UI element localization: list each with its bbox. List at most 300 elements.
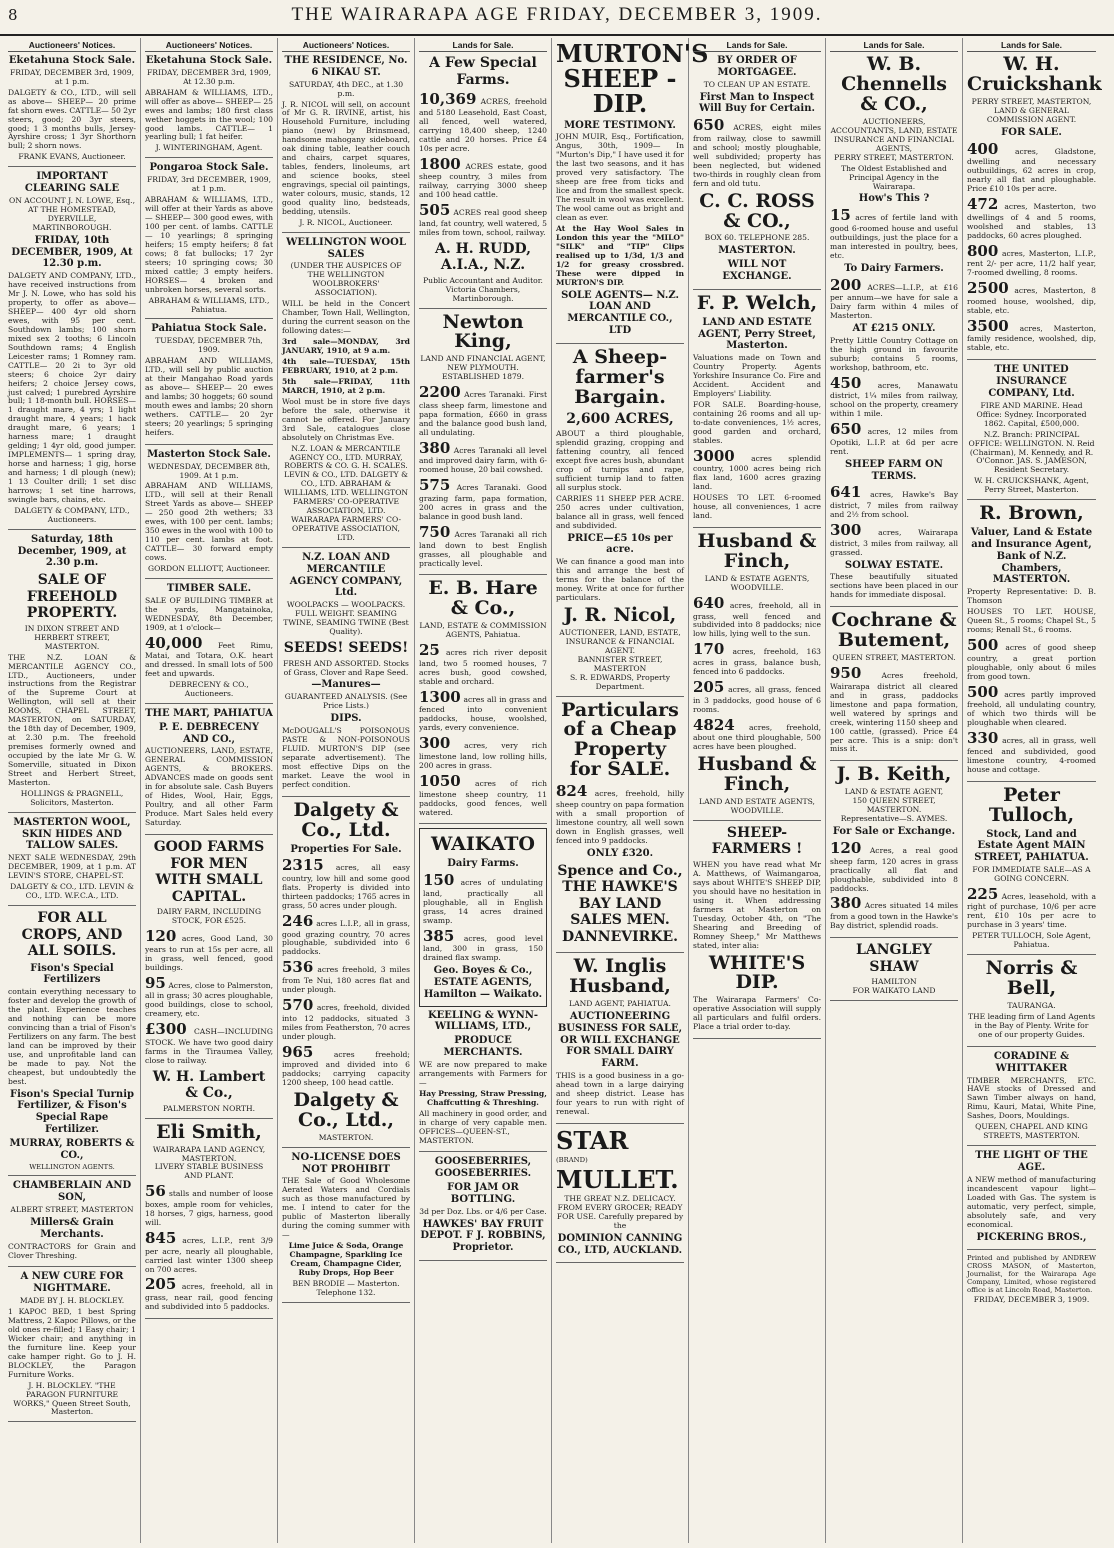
ad-date: 3rd sale—MONDAY, 3rd JANUARY, 1910, at 9 a.m. xyxy=(282,337,410,356)
ad-figure: £300 xyxy=(145,1020,187,1039)
ad-subtitle: P. E. DEBRECENY AND CO., xyxy=(159,721,259,745)
ad-title: MURTON'S SHEEP - DIP. xyxy=(556,39,709,119)
ad-body: JOHN MUIR, Esq., Fortification, Angus, 30th, 1909— In "Murton's Dip," I have used it for the last two seasons, and it has proved very satisfactory. The sheep are free from ticks and lice and from the smallest speck. The result in wool was excellent. The wool came out as bright and clean as ever. xyxy=(556,132,684,222)
ad-title: Particulars of a Cheap Property for SALE. xyxy=(561,698,679,781)
ad-figure: 472 xyxy=(967,195,999,214)
ad-body: acres all in grass and fenced into convenient paddocks, house, woolshed, yards, every convenience. xyxy=(419,694,547,733)
ad-jb-keith xyxy=(830,765,958,938)
ad-cheap-property xyxy=(556,698,684,954)
ad-body: acres, 12 miles from Opotiki, L.I.P. at 6d per acre rent. xyxy=(830,427,958,456)
ad-signature: Geo. Boyes & Co., ESTATE AGENTS, Hamilton — Waikato. xyxy=(423,965,543,1000)
ad-title: WAIKATO xyxy=(431,833,535,856)
ad-gooseberries xyxy=(419,1156,547,1261)
ad-body: HOUSES TO LET. 6-roomed house, all conveniences, 1 acre land. xyxy=(693,493,821,521)
ad-title: FOR ALL CROPS, AND ALL SOILS. xyxy=(21,909,123,960)
ad-body: ABRAHAM AND WILLIAMS, LTD., will sell by public auction at their Mangahao Road yards as above— SHEEP— 20 ewes and lambs; 30 hoggets; 60 sound mouth ewes and lambs; 20 shorn wethers. CATTLE— 20 2yr steers; 20 yearlings; 5 springing heifers. xyxy=(145,356,273,437)
ad-figure: 300 xyxy=(419,734,451,753)
ad-signature: DALGETY & CO., LTD. LEVIN & CO., LTD. W.F.C.A., LTD. xyxy=(10,882,134,901)
ad-title: Eketahuna Stock Sale. xyxy=(8,55,136,67)
ad-signature: PETER TULLOCH, Sole Agent, Pahiatua. xyxy=(972,931,1091,950)
ad-subtitle: Properties For Sale. xyxy=(290,843,402,855)
ad-title: SHEEP-FARMERS ! xyxy=(711,824,803,858)
ad-no-license xyxy=(282,1152,410,1303)
ad-title: THE UNITED INSURANCE COMPANY, Ltd. xyxy=(988,364,1075,399)
ad-subtitle: First Man to Inspect Will Buy for Certain. xyxy=(699,91,815,115)
ad-body: acres L.I.P., all in grass, good grazing country, 70 acres ploughable, subdivided into 6 paddocks. xyxy=(282,918,410,957)
ad-signature: J. WINTERINGHAM, Agent. xyxy=(155,143,263,153)
ad-figure: 536 xyxy=(282,958,314,977)
section-header: Auctioneers' Notices. xyxy=(282,40,410,52)
ad-body: ACRES real good sheep land, fat country, well watered, 5 miles from town, school, railway. xyxy=(419,208,547,237)
ad-signature: DEBRECENY & CO., Auctioneers. xyxy=(169,680,249,699)
ad-coradine-whittaker xyxy=(967,1051,1096,1146)
ad-pahiatua-stock-sale xyxy=(145,323,273,444)
ad-subtitle: LAND & ESTATE AGENTS, WOODVILLE. xyxy=(704,573,810,592)
ad-body: DALGETY AND COMPANY, LTD., have received instructions from Mr J. N. Lowe, who has sold his property, to offer as above— SHEEP— 400 4yr old shorn ewes, with 95 per cent. Southdown lambs; 100 shorn mixed sex 2 tooths; 6 Lincoln Southdown rams; 4 English Leicester rams; 1 Romney ram. CATTLE— 20 2i to 3yr old steers; 6 choice 2yr dairy heifers; 2 choice Jersey cows, just calved; 1 purebred Ayrshire bull; 1 18-month bull. HORSES— 1 draught mare, 4 yrs; 1 light draught mare, 4 years; 1 hack draught mare, 6 years; 1 harness mare; 1 draught gelding; 1 4yr old, good jumper. IMPLEMENTS— 1 spring dray, horse and harness; 1 gig, horse and harness; 1 dl plough (new); 1 13 Coulter drill; 1 set disc harrows; 1 set tine harrows, swingle bars, chains, etc. xyxy=(8,271,136,504)
ad-subtitle: MORE TESTIMONY. xyxy=(564,119,676,131)
ad-eb-hare xyxy=(419,579,547,824)
ad-body: These beautifully situated sections have been placed in our hands for immediate disposal. xyxy=(830,572,958,600)
ad-title: BY ORDER OF MORTGAGEE. xyxy=(717,55,797,78)
ad-body: Acres Taranaki all rich land down to best English grasses, all ploughable and practically level. xyxy=(419,529,547,568)
ad-subtitle: How's This ? xyxy=(858,193,930,205)
ad-sheep-farmers-bargain xyxy=(556,345,684,697)
section-header: Auctioneers' Notices. xyxy=(8,40,136,52)
ad-body: acres, Masterton, 8 roomed house, woolshed, dip, stable, etc. xyxy=(967,286,1096,315)
imprint-date: FRIDAY, DECEMBER 3, 1909. xyxy=(973,1295,1090,1305)
ad-body: acres, freehold, all in grass, well fenced and subdivided into 8 paddocks; nice low hills, lying well to the sun. xyxy=(693,600,821,639)
ad-body: Acres, a real good sheep farm, 120 acres in grass practically all flat and ploughable, subdivided into 8 paddocks. xyxy=(830,845,958,893)
ad-langley-shaw xyxy=(830,942,958,1001)
ad-wool-sales xyxy=(8,817,136,906)
ad-subtitle: ACCOUNTANTS, LAND, ESTATE INSURANCE AND FINANCIAL AGENTS, xyxy=(830,125,958,153)
ad-nz-loan xyxy=(282,552,410,797)
ad-body: HOUSES TO LET. HOUSE, Queen St., 5 rooms; Chapel St., 5 rooms; Renall St., 6 rooms. xyxy=(967,607,1096,635)
ad-figure: 205 xyxy=(693,677,725,696)
ad-figure: 1800 xyxy=(419,154,461,173)
ad-body: WHEN you have read what Mr A. Matthews, of Waimangaroa, says about WHITE'S SHEEP DIP, you should have no hesitation in using it. When addressing farmers at Masterton on Tuesday, October 4th, on "The Shearing and Breeding of Romney Sheep," Mr Matthews stated, inter alia: xyxy=(693,859,821,950)
ad-figure: 246 xyxy=(282,911,314,930)
ad-body: J. R. NICOL will sell, on account of Mr G. R. IRVINE, artist, his Household Furniture, including piano (new) by Brinsmead, handsome mahogany sideboard, oak dining table, leather couch and chairs, carpet squares, tables, fenders, linoleums, art and science books, steel engravings, special oil paintings, water colours, music, stands, 12 good quality lino, bedsteads, bedding, utensils. xyxy=(282,99,410,216)
ad-signature: MURRAY, ROBERTS & CO., xyxy=(9,1137,135,1161)
ad-light-of-the-age xyxy=(967,1150,1096,1250)
ad-body: contain everything necessary to foster and develop the growth of the plant. Experience teaches and nothing can be more convincing than a trial of Fison's Fertilizers on any farm. The best land can be improved by their use, and unprofitable land can be made to pay. Not the cheapest, but undoubtedly the best. xyxy=(8,987,136,1086)
imprint-text: Printed and published by ANDREW CROSS MASON, of Masterton, Journalist, for the Wairarapa Age Company, Limited, whose registered office is at Lincoln Road, Masterton. xyxy=(967,1254,1096,1295)
ad-body: A NEW method of manufacturing incandescent vapour light—Loaded with Gas. The system is automatic, very perfect, simple, absolutely safe, and very economical. xyxy=(967,1174,1096,1229)
masthead xyxy=(0,0,1114,36)
ad-signature-sub: Public Accountant and Auditor. Victoria Chambers, Martinborough. xyxy=(423,275,543,303)
ad-subtitle: WAIRARAPA LAND AGENCY, MASTERTON. xyxy=(152,1144,266,1163)
ad-body: TIMBER MERCHANTS, ETC. HAVE stocks of Dressed and Sawn Timber always on hand, Rimu, Kauri, Matai, White Pine, Sashes, Doors, Mouldings. xyxy=(967,1075,1096,1121)
ad-body: acres, freehold, 163 acres in grass, balance bush, fenced into 6 paddocks. xyxy=(693,647,821,677)
ad-fp-welch xyxy=(693,291,821,528)
ad-body: Valuations made on Town and Country Property. Agents Yorkshire Insurance Co. Fire and Accident. Accident and Employers' Liability. xyxy=(693,353,821,398)
ad-title: Pahiatua Stock Sale. xyxy=(151,323,267,335)
ad-figure: 2200 xyxy=(419,383,461,402)
ad-body: Feet Rimu, Matai, and Totara, O.K. heart and dressed. In small lots of 500 feet and upwards. xyxy=(145,640,273,679)
ad-figure: 2315 xyxy=(282,856,324,875)
ad-note: WILL NOT EXCHANGE. xyxy=(722,259,792,282)
ad-subtitle: —Manures— xyxy=(311,679,381,691)
ad-body: acres, Good Land, 30 years to run at 15s per acre, all in grass, well fenced, good buildings. xyxy=(145,934,273,972)
column-2 xyxy=(141,38,278,1543)
page-number: 8 xyxy=(8,6,18,24)
ad-body: ABOUT a third ploughable, splendid grazing, cropping and fattening country, all fenced except five acres bush, abundant crop of turnips and rape, sufficient turnip land to fatten all surplus stock. xyxy=(556,429,684,492)
ad-title: THE RESIDENCE, No. 6 NIKAU ST. xyxy=(284,55,408,78)
ad-subtitle: LAND, ESTATE & COMMISSION AGENTS, Pahiatua. xyxy=(419,621,547,640)
ad-figure: 641 xyxy=(830,483,862,502)
ad-mortgagee-sale xyxy=(693,55,821,290)
ad-body: acres, freehold, divided into 12 paddocks, situated 3 miles from Featherston, 70 acres under plough. xyxy=(282,1002,410,1041)
ad-figure: 56 xyxy=(145,1182,166,1201)
ad-subtitle: FOR JAM OR BOTTLING. xyxy=(447,1182,519,1205)
ad-figure: 15 xyxy=(830,206,851,225)
ad-subtitle: LAND AGENT, PAHIATUA. xyxy=(569,998,671,1008)
ad-body: Pretty Little Country Cottage on the high ground in favourite suburb; contains 5 rooms, workshop, bathroom, etc. xyxy=(830,335,958,372)
ad-title: F. P. Welch, xyxy=(696,291,818,314)
section-header: Lands for Sale. xyxy=(830,40,958,52)
ad-subtitle: AUCTIONEERING BUSINESS FOR SALE, OR WILL EXCHANGE FOR SMALL DAIRY FARM. xyxy=(557,1010,683,1070)
ad-figure: 2,600 ACRES, xyxy=(566,410,674,427)
ad-figure: 500 xyxy=(967,682,999,701)
ad-figure: 380 xyxy=(830,894,862,913)
ad-date: WEDNESDAY, DECEMBER 8th, 1909. At 1 p.m. xyxy=(147,461,271,480)
ad-body: WE are now prepared to make arrangements with Farmers for— xyxy=(419,1059,547,1087)
ad-subtitle: Fison's Special Turnip Fertilizer, & Fison's Special Rape Fertilizer. xyxy=(10,1088,134,1135)
ad-body: At the Hay Wool Sales in London this year the "MILO" "SILK" and "TIP" Clips realised up to 1/3d, 1/3 and 1/2 for greasy crossbred. These were dipped in MURTON'S DIP. xyxy=(556,223,684,287)
ad-signature-sub: MASTERTON. xyxy=(318,1132,374,1142)
ad-figure: 965 xyxy=(282,1042,314,1061)
ad-signature: GORDON ELLIOTT, Auctioneer. xyxy=(148,564,270,574)
ad-body: acres, Hawke's Bay district, 7 miles from railway and 2½ from school. xyxy=(830,490,958,520)
ad-body: THE GREAT N.Z. DELICACY. FROM EVERY GROCER; READY FOR USE. Carefully prepared by the xyxy=(556,1194,684,1230)
ad-title: Eketahuna Stock Sale. xyxy=(145,55,273,67)
ad-body: Acres, close to Palmerston, all in grass; 30 acres ploughable, good buildings, close to school, creamery, etc. xyxy=(145,980,273,1019)
ad-signature: Spence and Co., THE HAWKE'S BAY LAND SALES MEN. DANNEVIRKE. xyxy=(557,862,683,945)
ad-figure: 3500 xyxy=(967,316,1009,335)
ad-figure: 640 xyxy=(693,593,725,612)
ad-body: Acres Taranaki. Good grazing farm, papa formation, 200 acres in grass and the balance in good bush land. xyxy=(419,483,547,521)
ad-title: Newton King, xyxy=(442,310,524,353)
ad-body: acres, freehold, about one third ploughable, 500 acres have been ploughed. xyxy=(693,722,821,752)
ad-waikato xyxy=(419,828,547,1006)
ad-figure: 650 xyxy=(830,420,862,439)
ad-body: acres, Masterton, family residence, woolshed, dip, stable, etc. xyxy=(967,323,1096,353)
ad-figure: 570 xyxy=(282,995,314,1014)
ad-date: TUESDAY, DECEMBER 7th, 1909. xyxy=(155,336,263,355)
ad-title: R. Brown, xyxy=(979,502,1084,525)
ad-body: FOR SALE. Boarding-house, containing 26 rooms and all up-to-date conveniences, 1½ acres, good garden and orchard, stables. xyxy=(693,399,821,445)
ad-signature: PICKERING BROS., xyxy=(976,1231,1087,1243)
ad-body: FOR IMMEDIATE SALE—AS A GOING CONCERN. xyxy=(972,864,1091,883)
ad-body: acres, Manawatu district, 1¼ miles from railway, school on the property, creamery within 1 mile. xyxy=(830,380,958,419)
ad-body: acres, freehold, all in grass, near rail, good fencing and subdivided into 5 paddocks. xyxy=(145,1282,273,1312)
ad-cruickshank xyxy=(967,53,1102,360)
ad-body: Property Representative: D. B. Thomson xyxy=(967,587,1096,606)
ad-title: KEELING & WYNN-WILLIAMS, LTD., xyxy=(427,1009,539,1033)
ad-signature: SOLE AGENTS— N.Z. LOAN AND MERCANTILE CO., LTD xyxy=(561,289,679,336)
ad-subtitle: FOR SALE. xyxy=(1001,126,1062,138)
ad-title-2: MULLET. xyxy=(556,1164,679,1194)
ad-body: acres, Masterton, L.I.P., rent 2/- per acre, 11/2 half year, 7-roomed dwelling, 8 rooms. xyxy=(967,248,1096,278)
ad-body: McDOUGALL'S POISONOUS PASTE & NON-POISONOUS FLUID. MURTON'S DIP (see separate advertisement). The most effective Dips on the market. Leave the wool in perfect condition. xyxy=(282,725,410,789)
ad-body: NEXT SALE WEDNESDAY, 29th DECEMBER, 1909, at 1 p.m. AT LEVIN'S STORE, CHAPEL-ST. xyxy=(8,853,136,881)
ad-title: Pongaroa Stock Sale. xyxy=(149,162,269,174)
ad-title: GOOD FARMS FOR MEN WITH SMALL CAPITAL. xyxy=(153,839,265,905)
ad-body: acres, Wairarapa district, 3 miles from railway, all grassed. xyxy=(830,528,958,557)
ad-note: Representative—S. AYMES. xyxy=(840,814,948,824)
ad-body: acres of undulating land, practically all ploughable, all in English grass, 14 acres drained swamp. xyxy=(423,878,543,925)
ad-signature: W. H. CRUICKSHANK, Agent, Perry Street, Masterton. xyxy=(974,476,1089,495)
ad-figure: 450 xyxy=(830,373,862,392)
ad-title: Eli Smith, xyxy=(156,1120,262,1143)
ad-title: TIMBER SALE. xyxy=(166,583,252,594)
ad-subtitle: HAMILTON xyxy=(871,977,917,987)
column-8 xyxy=(963,38,1100,1543)
ad-subtitle: PERRY STREET, MASTERTON, LAND & GENERAL COMMISSION AGENT. xyxy=(971,96,1092,124)
ad-signature: ABRAHAM & WILLIAMS, LTD., Pahiatua. xyxy=(148,295,270,314)
ad-body: Acres, leasehold, with a right of purchase, 10/6 per acre rent, £10 10s per acre to purchase in 3 years' time. xyxy=(967,891,1096,930)
ad-figure: 150 xyxy=(423,871,455,890)
ad-date: 4th sale—TUESDAY, 15th FEBRUARY, 1910, at 2 p.m. xyxy=(282,356,410,375)
ad-eketahuna-stock-sale xyxy=(8,55,136,167)
ad-figure: 205 xyxy=(145,1275,177,1294)
ad-signature-sub: S. R. EDWARDS, Property Department. xyxy=(569,672,671,691)
ad-address: 150 QUEEN STREET, MASTERTON. xyxy=(852,796,936,815)
ad-figure: 800 xyxy=(967,241,999,260)
ad-figure: 385 xyxy=(423,926,455,945)
ad-figure: 380 xyxy=(419,438,451,457)
ad-body: acres, Gladstone, dwelling and necessary outbuildings, 62 acres in crop, nearly all flat and ploughable. Price £10 10s per acre. xyxy=(967,146,1096,194)
ad-address: QUEEN STREET, MASTERTON. xyxy=(832,653,956,663)
ad-body: Acres situated 14 miles from a good town in the Hawke's Bay district, splendid roads. xyxy=(830,901,958,931)
ad-body: AUCTIONEERS, LAND, ESTATE, GENERAL COMMISSION AGENTS, & BROKERS. ADVANCES made on goods sent in for absolute sale. Cash Buyers of Hides, Wool, Hair, Eggs, Poultry, and all other Farm Produce. Mart Sales held every Saturday. xyxy=(145,746,273,828)
ad-figure: 950 xyxy=(830,664,862,683)
ad-figure: 225 xyxy=(967,884,999,903)
ad-subtitle: AUCTIONEERS, xyxy=(862,116,926,126)
ad-title: NO-LICENSE DOES NOT PROHIBIT xyxy=(291,1151,401,1175)
ad-signature: J. R. NICOL, Auctioneer. xyxy=(299,217,393,227)
ad-items: Hay Pressing, Straw Pressing, Chaffcutting & Threshing. xyxy=(419,1088,547,1107)
ad-price: PRICE—£5 10s per acre. xyxy=(567,532,673,556)
column-7 xyxy=(826,38,963,1543)
ad-body: acres of good sheep country, a great portion ploughable, only about 6 miles from good town. xyxy=(967,642,1096,681)
ad-subtitle: Millers& Grain Merchants. xyxy=(30,1216,114,1240)
ad-body: THE N.Z. LOAN & MERCANTILE AGENCY CO., LTD., Auctioneers, under instructions from the Registrar of the Supreme Court at Wellington, will sell at their ROOMS, CHAPEL STREET, MASTERTON, on SATURDAY, the 18th day of December, 1909, at 2.30 p.m. The freehold premises formerly owned and occupied by the late Mr G. W. Somerville, situated in Dixon Street and Herbert Street, Masterton. xyxy=(8,652,136,787)
ad-cochrane-butement xyxy=(830,611,958,761)
ad-chamberlain xyxy=(8,1180,136,1267)
ad-address: QUEEN, CHAPEL AND KING STREETS, MASTERTON. xyxy=(975,1122,1088,1141)
ad-title: SALE OF FREEHOLD PROPERTY. xyxy=(26,572,118,622)
ad-subtitle: MADE BY J. H. BLOCKLEY. xyxy=(19,1296,125,1306)
ad-figure: 300 xyxy=(830,521,862,540)
ad-price: ONLY £320. xyxy=(586,847,654,859)
ad-subtitle: FIRE AND MARINE. Head Office: Sydney. Incorporated 1862. Capital, £500,000. xyxy=(976,400,1087,428)
ad-body: WILL be held in the Concert Chamber, Town Hall, Wellington, during the current season on the following dates:— xyxy=(282,299,410,336)
ad-peter-tulloch xyxy=(967,783,1096,956)
ad-signature: FRANK EVANS, Auctioneer. xyxy=(18,152,126,162)
ad-title: W. Inglis Husband, xyxy=(569,955,671,998)
ad-title: Dalgety & Co., Ltd. xyxy=(293,798,399,841)
ad-body: CONTRACTORS for Grain and Clover Threshing. xyxy=(8,1241,136,1260)
ad-body: Wool must be in store five days before the sale, otherwise it cannot be offered. For January 3rd Sale, catalogues close absolutely on Christmas Eve. xyxy=(282,396,410,442)
ad-body: THE Sale of Good Wholesome Aerated Waters and Cordials such as those manufactured by me. I intend to cater for the public of Masterton liberally during the coming summer with— xyxy=(282,1176,410,1240)
ad-figure: 330 xyxy=(967,729,999,748)
ad-body: acres, all in grass, well fenced and subdivided, good limestone country, 4-roomed house and cottage. xyxy=(967,736,1097,774)
ad-signature: J. H. BLOCKLEY. "THE PARAGON FURNITURE WORKS," Queen Street South, Masterton. xyxy=(13,1380,131,1417)
ad-figure: 170 xyxy=(693,640,725,659)
ad-body: FRESH AND ASSORTED. Stocks of Grass, Clover and Rape Seed. xyxy=(283,658,409,677)
section-header: Auctioneers' Notices. xyxy=(145,40,273,52)
ad-eketahuna-stock-sale-2 xyxy=(145,55,273,158)
ad-body: CASH—INCLUDING STOCK. We have two good dairy farms in the Tiraumea Valley, close to railway. xyxy=(145,1027,273,1065)
ad-good-farms xyxy=(145,839,273,1119)
ad-figure: 120 xyxy=(145,927,177,945)
ad-figure: 3000 xyxy=(693,446,735,465)
ad-figure: 505 xyxy=(419,201,451,220)
ad-figure: 845 xyxy=(145,1228,177,1247)
ad-signature: HAWKES' BAY FRUIT DEPOT. F J. ROBBINS, Proprietor. xyxy=(420,1218,546,1254)
ad-title: IMPORTANT CLEARING SALE xyxy=(24,171,120,195)
ad-title: A NEW CURE FOR NIGHTMARE. xyxy=(20,1271,124,1295)
ad-signature: C. C. ROSS & CO., xyxy=(699,189,815,232)
ad-body: Acres freehold, Wairarapa district all cleared and in grass, paddocks limestone and papa formation, well watered by springs and creek, wintering 1150 sheep and 100 cattle, (grassed). Price £4 per acre. This is a snip: don't miss it. xyxy=(830,671,958,754)
ad-signature-sub: PALMERSTON NORTH. xyxy=(162,1103,256,1113)
ad-dalgety-properties xyxy=(282,798,411,1148)
ad-figure: 824 xyxy=(556,782,588,801)
ad-body: Acres Taranaki. First class sheep farm, limestone and papa formation, £660 in grass and the balance good bush land, all undulating. xyxy=(419,390,547,437)
ad-subtitle: SHEEP FARM ON TERMS. xyxy=(845,458,943,482)
ad-title: GOOSEBERRIES, GOOSEBERRIES. xyxy=(434,1156,532,1180)
ad-body: acres splendid country, 1000 acres being rich flax land, 1600 acres grazing land. xyxy=(693,453,821,492)
ad-body: ACRES estate, good sheep country, 3 miles from railway, carrying 3000 sheep and 100 head cattle. xyxy=(419,161,547,200)
ad-residence-sale xyxy=(282,55,410,233)
ad-title: CORADINE & WHITTAKER xyxy=(993,1050,1070,1074)
ad-signature: W. H. Lambert & Co., xyxy=(152,1068,266,1102)
ad-body: FOR WAIKATO LAND xyxy=(852,986,936,996)
ad-body: The Wairarapa Farmers' Co-operative Association will supply all particulars and fulfil orders. Place a trial order to-day. xyxy=(693,995,821,1032)
ad-subtitle: LAND & ESTATE AGENT, xyxy=(844,787,944,797)
ad-signature: N.Z. LOAN & MERCANTILE AGENCY CO., LTD. MURRAY, ROBERTS & CO. G. H. SCALES. LEVIN & CO., LTD. DALGETY & CO., LTD. ABRAHAM & WILLIAMS, LTD. WELLINGTON FARMERS' CO-OPERATIVE ASSOCIATION, LTD. WAIRARAPA FARMERS' CO-OPERATIVE ASSOCIATION, LTD. xyxy=(283,443,409,543)
ad-inglis-husband xyxy=(556,957,684,1124)
ad-body: acres of fertile land with good 6-roomed house and useful outbuildings, just the place for a man interested in poultry, bees, etc. xyxy=(830,213,958,260)
ad-figure: 2500 xyxy=(967,279,1009,298)
ad-body: acres, very rich limestone land, low rolling hills, 200 acres in grass. xyxy=(419,741,547,770)
ad-title: Peter Tulloch, xyxy=(988,783,1075,826)
ad-signature: J. R. Nicol, xyxy=(563,603,677,626)
ad-body: WOOLPACKS — WOOLPACKS. FULL WEIGHT. SEAMING TWINE, SEAMING TWINE (Best Quality). xyxy=(283,600,409,637)
ad-subtitle: SOLWAY ESTATE. xyxy=(844,559,944,571)
ad-body: acres partly improved freehold, all undulating country, of which two thirds will be ploughable when cleared. xyxy=(967,689,1096,728)
ad-subtitle: Fison's Special Fertilizers xyxy=(30,962,114,986)
ad-figure: 750 xyxy=(419,522,451,541)
ad-blockley xyxy=(8,1271,136,1422)
ad-body: acres, freehold, hilly sheep country on papa formation with a small proportion of limestone country, all well sown down in English grasses, well fenced into 9 paddocks. xyxy=(556,789,684,845)
ad-figure: 400 xyxy=(967,139,999,158)
ad-figure: 10,369 xyxy=(419,90,477,109)
ad-body: ABRAHAM & WILLIAMS, LTD., will offer as above— SHEEP— 25 ewes and lambs; 180 first class wether hoggets in the wool; 100 good lambs. CATTLE— 1 yearling bull; 1 fat heifer. xyxy=(145,87,273,142)
ad-subtitle: For Sale or Exchange. xyxy=(832,826,956,838)
ad-keeling xyxy=(419,1010,547,1153)
ad-chennells xyxy=(830,55,958,607)
ad-masterton-stock-sale xyxy=(145,449,273,579)
ad-subtitle: LAND AND ESTATE AGENT, Perry Street, Masterton. xyxy=(698,316,816,352)
ad-note: The Oldest Established and Principal Agency in the Wairarapa. xyxy=(841,163,947,191)
ad-date: FRIDAY, DECEMBER 3rd, 1909, At 12.30 p.m. xyxy=(146,67,272,86)
ad-address: ALBERT STREET, MASTERTON xyxy=(10,1205,134,1214)
ad-signature-sub: WELLINGTON AGENTS. xyxy=(29,1163,115,1172)
ad-body: acres of rich limestone sheep country, 11 paddocks, good fences, well watered. xyxy=(419,778,548,817)
ad-freehold-property xyxy=(8,534,136,813)
ad-body: GUARANTEED ANALYSIS. (See Price Lists.) xyxy=(284,692,408,711)
ad-signature: HOLLINGS & PRAGNELL, Solicitors, Masterton. xyxy=(20,788,124,807)
ad-body: ABRAHAM AND WILLIAMS, LTD., will sell at their Renall Street Yards as above— SHEEP— 250 good 2th wethers; 33 ewes, with 100 per cent. lambs; 350 ewes in the wool with 100 to 110 per cent. lambs at foot. CATTLE— 30 forward empty cows. xyxy=(145,481,273,563)
ad-body: DALGETY & CO., LTD., will sell as above— SHEEP— 20 prime fat shorn ewes. CATTLE— 50 2yr steers, good; 20 3yr steers, good; 1 3 months bulls, Jersey-Ayrshire cross; 1 3yr Shorthorn bull; 2 shorn nows. xyxy=(8,87,136,151)
newspaper-title: THE WAIRARAPA AGE FRIDAY, DECEMBER 3, 1909. xyxy=(291,4,823,25)
ad-body: THIS is a good business in a go-ahead town in a large dairying and sheep district. Lease has four years to run with right of renewal. xyxy=(556,1070,684,1116)
column-1 xyxy=(4,38,141,1543)
ad-title: WELLINGTON WOOL SALES xyxy=(286,236,406,260)
imprint xyxy=(967,1254,1096,1305)
ad-figure: 575 xyxy=(419,476,451,495)
ad-title: W. H. Cruickshank xyxy=(967,53,1102,95)
ad-wellington-wool-sales xyxy=(282,237,410,548)
ad-signature-sub: BOX 60. TELEPHONE 285. xyxy=(704,233,810,243)
ad-body: acres, all easy country, low hill and some good flats. Property is divided into thirteen paddocks; 1765 acres in grass, 50 acres under plough. xyxy=(282,863,411,910)
ad-subtitle: LAND AND FINANCIAL AGENT, NEW PLYMOUTH. ESTABLISHED 1879. xyxy=(420,354,546,382)
ad-title: THE LIGHT OF THE AGE. xyxy=(975,1150,1088,1173)
ad-fisons-fertilizers xyxy=(8,910,136,1176)
ad-signature: DOMINION CANNING CO., LTD, AUCKLAND. xyxy=(557,1232,683,1256)
ad-body: CARRIES 11 SHEEP PER ACRE. 250 acres under cultivation, balance all in grass, well fenced and subdivided. xyxy=(556,493,684,530)
ad-price: AT £215 ONLY. xyxy=(852,323,936,335)
ad-subtitle: (BRAND) xyxy=(556,1155,588,1164)
ad-star-mullet xyxy=(556,1125,684,1264)
section-header: Lands for Sale. xyxy=(419,40,547,52)
ad-title: J. B. Keith, xyxy=(836,763,952,786)
ad-title: Cochrane & Butement, xyxy=(831,609,957,652)
ad-title: STAR xyxy=(556,1125,629,1155)
ad-title: MASTERTON WOOL, SKIN HIDES AND TALLOW SALES. xyxy=(13,816,131,852)
ad-address: BANNISTER STREET, MASTERTON xyxy=(577,654,663,673)
ad-figure: 25 xyxy=(419,641,440,660)
ad-town: MASTERTON. xyxy=(718,245,796,257)
ad-body: SALE OF BUILDING TIMBER at the yards, Mangatainoka, WEDNESDAY, 8th December, 1909, at 1 o'clock— xyxy=(145,595,273,632)
ad-title: Masterton Stock Sale. xyxy=(147,448,271,460)
ad-title: CHAMBERLAIN AND SON, xyxy=(12,1180,132,1204)
ad-date: SATURDAY, 4th DEC., at 1.30 p.m. xyxy=(288,79,404,98)
ad-body: acres, all grass, fenced in 3 paddocks, good house of 6 rooms. xyxy=(693,684,821,714)
ad-figure: 200 xyxy=(830,275,862,294)
ad-signature: Dalgety & Co., Ltd., xyxy=(293,1089,399,1131)
ad-date: 5th sale—FRIDAY, 11th MARCH, 1910, at 2 p.m. xyxy=(282,376,410,395)
ad-body: ACRES, eight miles from railway, close to sawmill and school; mostly ploughable, well subdivided; property has been neglected, but widened two-thirds in roughly clean from fern and old tutu. xyxy=(693,123,821,188)
ad-title: A Few Special Farms. xyxy=(429,55,537,88)
ad-body: 3d per Doz. Lbs. or 4/6 per Case. xyxy=(419,1206,547,1216)
ad-body: acres, L.I.P., rent 3/9 per acre, nearly all ploughable, carried last winter 1300 sheep on 700 acres. xyxy=(145,1235,273,1274)
ad-subtitle: LIVERY STABLE BUSINESS AND PLANT. xyxy=(154,1162,264,1181)
ad-product: WHITE'S DIP. xyxy=(708,951,806,994)
ad-body: stalls and number of loose boxes, ample room for vehicles, 18 horses, 7 gigs, harness, good will. xyxy=(145,1189,273,1227)
ad-special-farms xyxy=(419,55,547,309)
ad-figure: 4824 xyxy=(693,715,735,734)
ad-r-brown xyxy=(967,504,1096,781)
ad-body: Acres Taranaki all level and improved dairy farm, with 6-roomed house, 20 bail cowshed. xyxy=(419,445,547,475)
ad-date: Saturday, 18th December, 1909, at 2.30 p.m. xyxy=(17,533,127,569)
columns xyxy=(4,38,1110,1543)
ad-norris-bell xyxy=(967,959,1096,1047)
ad-clearing-sale xyxy=(8,171,136,529)
